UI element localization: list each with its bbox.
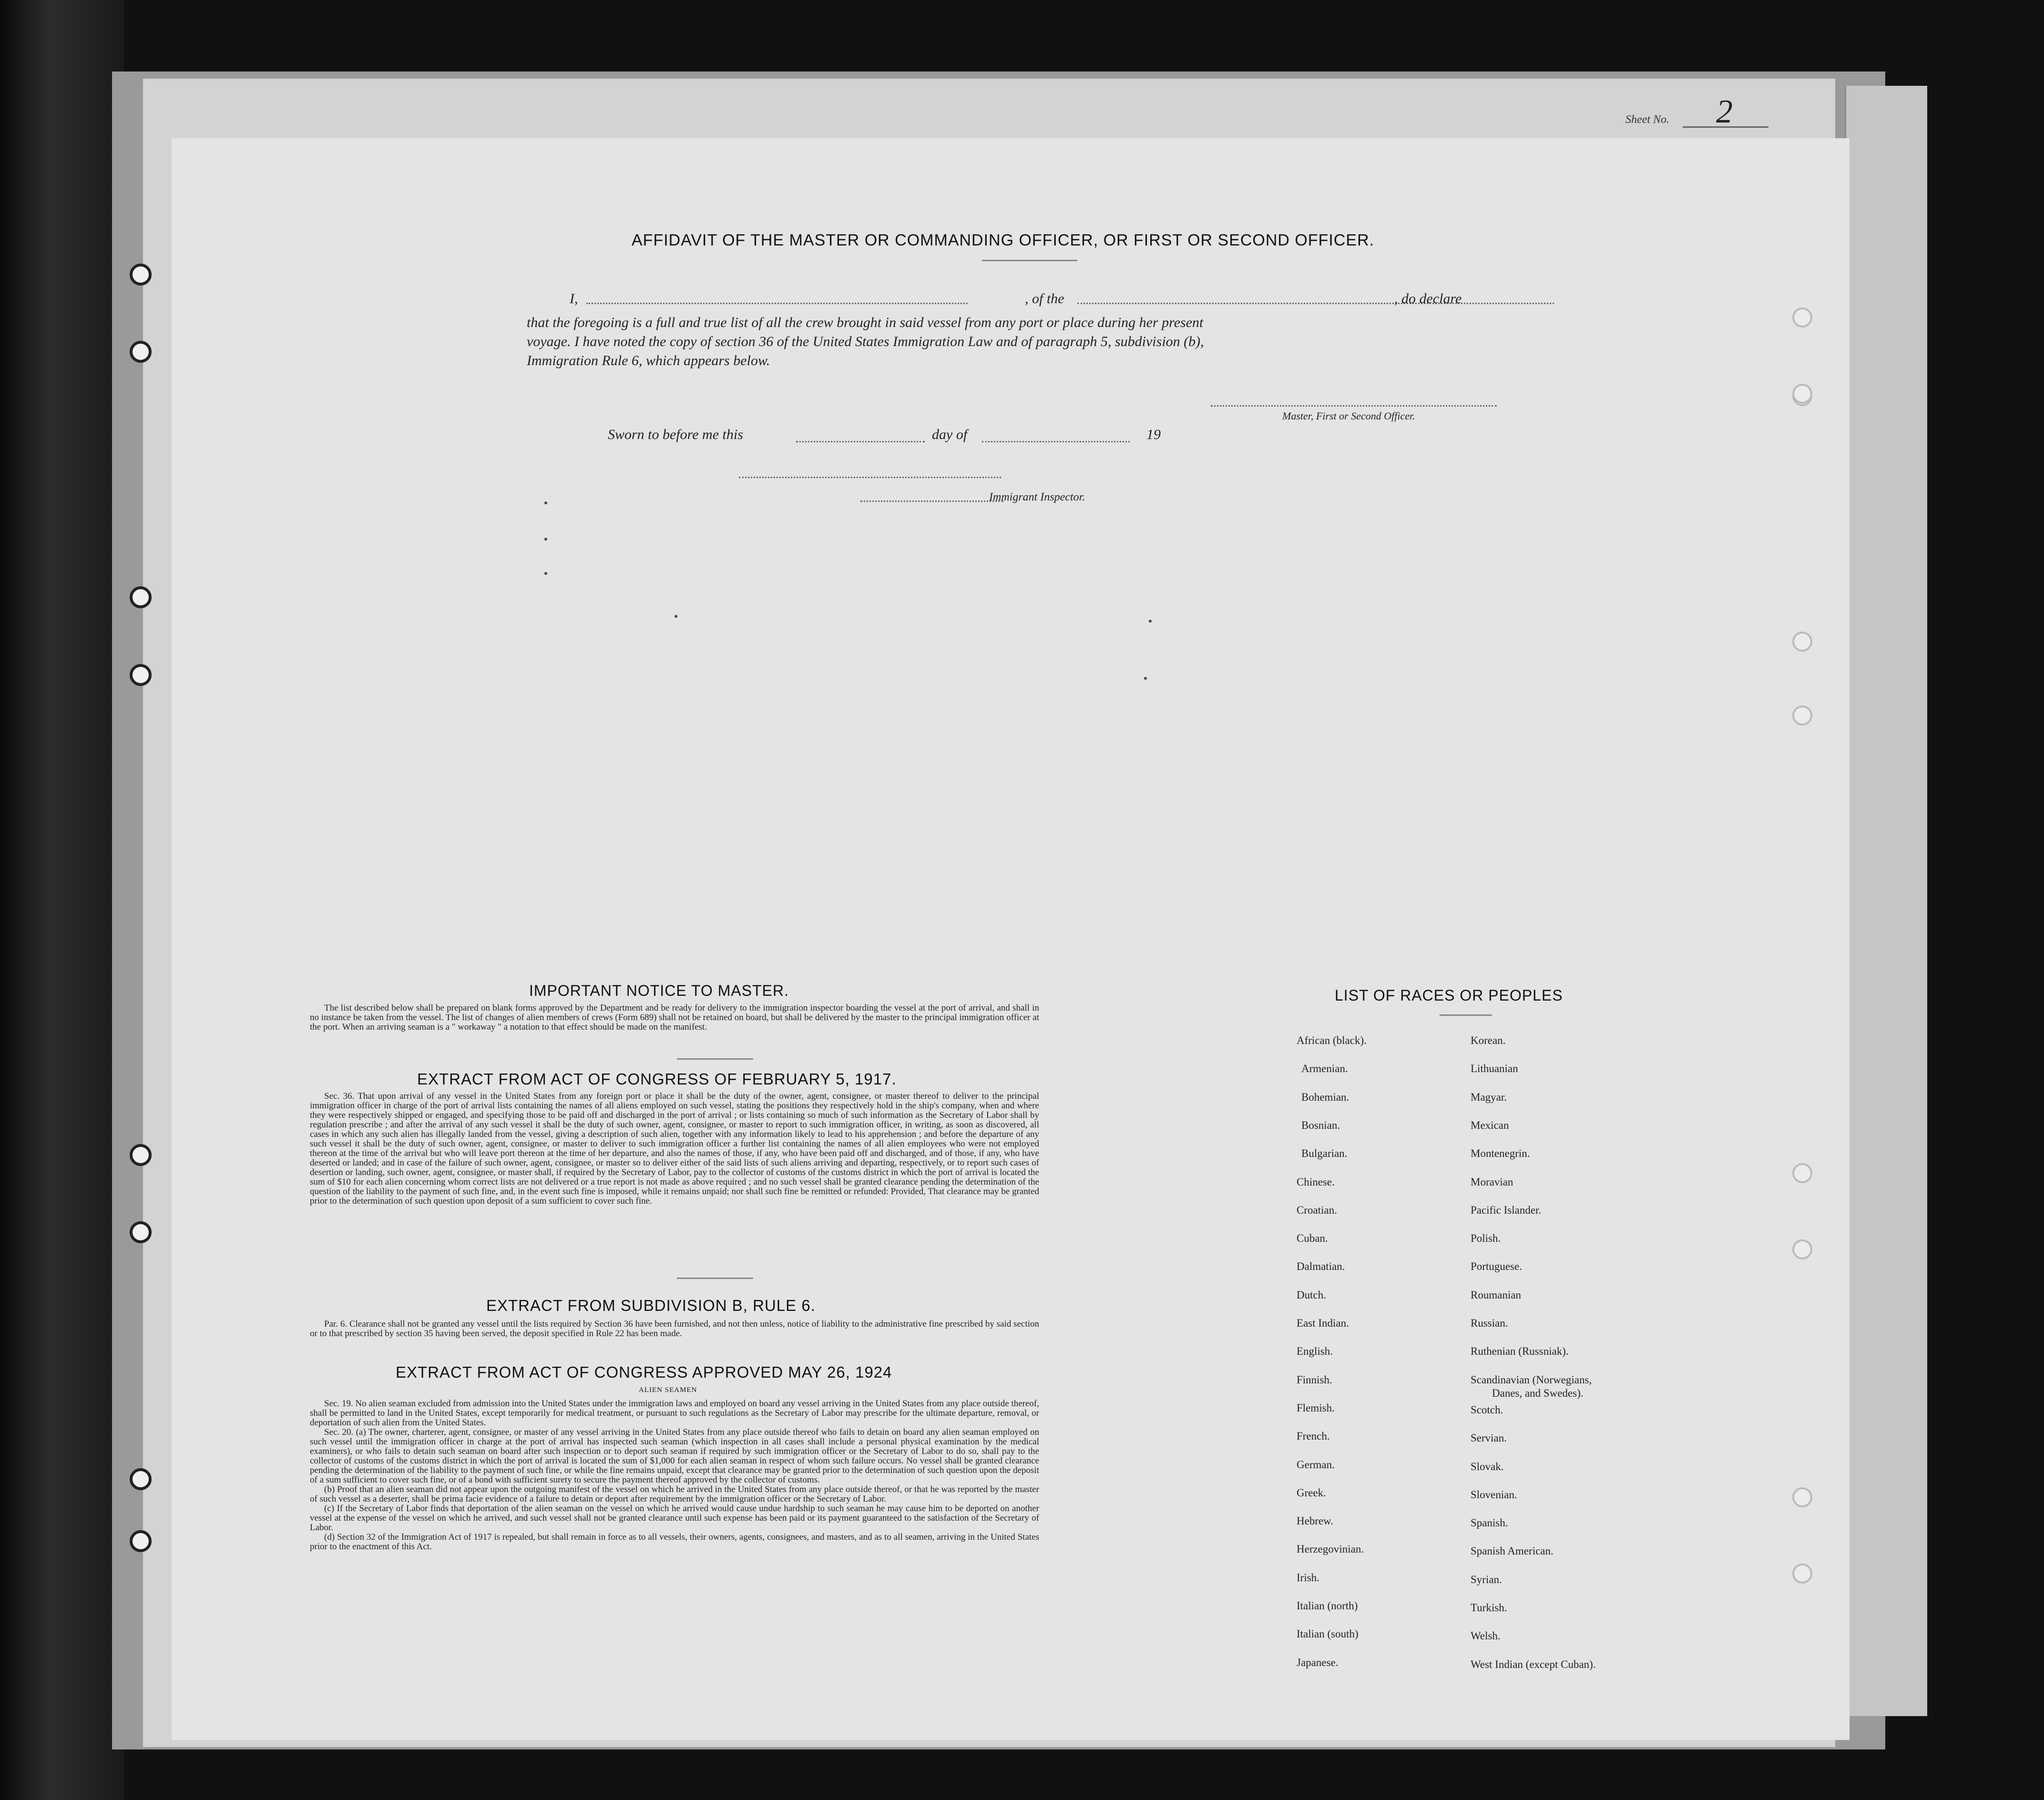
sheet-number-value: 2	[1716, 93, 1733, 130]
race-item: Bohemian.	[1301, 1091, 1349, 1103]
binder-hole	[130, 341, 152, 363]
race-item: Finnish.	[1297, 1373, 1332, 1386]
section-20-a: Sec. 20. (a) The owner, charterer, agent, consignee, or master of any vessel arriving in the United States from any place outside thereof who fails to detain on board any alien seaman employed on such vessel until the immigration officer in charge at the port of arrival has inspected such seaman (which inspection in all cases shall include a personal physical examination by the medical examiners), or who fails to detain such seaman on board after such inspection or to deport such seaman if required by such immigration officer or the Secretary of Labor to do so, shall pay to the collector of customs of the customs district in which the port of arrival is located the sum of $1,000 for each alien seaman in respect of whom such failure occurs. No vessel shall be granted clearance pending the determination of the liability to the payment of such fine, or while the fine remains unpaid, except that clearance may be granted prior to the determination of such question upon the deposit of a sum sufficient to cover such fine, or of a bond with sufficient surety to secure the payment thereof approved by the collector of customs.	[310, 1427, 1039, 1485]
race-item: Irish.	[1297, 1571, 1319, 1584]
race-item: Italian (south)	[1297, 1628, 1359, 1640]
race-item: Hebrew.	[1297, 1515, 1334, 1527]
race-item: German.	[1297, 1458, 1335, 1471]
race-item: Syrian.	[1471, 1573, 1502, 1585]
race-item: Chinese.	[1297, 1176, 1335, 1188]
race-item: Japanese.	[1297, 1656, 1339, 1668]
race-item: Bulgarian.	[1301, 1147, 1348, 1160]
affidavit-title: AFFIDAVIT OF THE MASTER OR COMMANDING OFFICER, OR FIRST OR SECOND OFFICER.	[632, 231, 1375, 249]
speck	[675, 615, 677, 618]
binder-hole	[130, 1530, 152, 1552]
punch-hole	[1792, 307, 1812, 327]
race-item: Mexican	[1471, 1119, 1509, 1131]
race-item: Portuguese.	[1471, 1260, 1522, 1273]
speck	[544, 572, 547, 575]
race-item: Armenian.	[1301, 1063, 1348, 1075]
affidavit-page	[172, 138, 1850, 1740]
notice-rule	[677, 1058, 753, 1060]
master-signature-line[interactable]	[1211, 405, 1497, 407]
declaration-line-2: voyage. I have noted the copy of section 36 of the United States Immigration Law and of paragraph 5, subdivision (b),	[527, 334, 1204, 349]
inspector-signature-upper-line	[739, 477, 1001, 478]
race-item: East Indian.	[1297, 1317, 1349, 1329]
punch-hole	[1792, 384, 1812, 404]
race-item: African (black).	[1297, 1034, 1367, 1046]
notice-title: IMPORTANT NOTICE TO MASTER.	[529, 982, 789, 999]
section-20-b: (b) Proof that an alien seaman did not appear upon the outgoing manifest of the vessel on which he arrived in the United States from any place outside thereof, or that he was reported by the master of such vessel as a deserter, shall be prima facie evidence of a failure to detain or deport after requirement by the immigration officer or the Secretary of Labor.	[310, 1484, 1039, 1504]
sworn-month-line[interactable]	[982, 441, 1130, 442]
notice-text: The list described below shall be prepared on blank forms approved by the Department and be ready for delivery to the immigration inspector boarding the vessel at the port of arrival, and shall in no instance be taken from the vessel. The list of changes of alien members of crews (Form 689) shall not be retained on board, but shall be delivered by the master to the principal immigration officer at the port. When an arriving seaman is a " workaway " a notation to that effect should be made on the manifest.	[310, 1003, 1039, 1032]
punch-hole	[1792, 632, 1812, 652]
binder-edge	[0, 0, 124, 1800]
declaration-line-1: that the foregoing is a full and true list of all the crew brought in said vessel from any port or place during her present	[527, 315, 1204, 330]
race-item: Flemish.	[1297, 1401, 1335, 1414]
race-item: Roumanian	[1471, 1289, 1522, 1301]
sheet-number-line	[1683, 126, 1768, 128]
race-item: Croatian.	[1297, 1204, 1337, 1216]
extract-rule6-title: EXTRACT FROM SUBDIVISION B, RULE 6.	[486, 1297, 816, 1314]
races-title: LIST OF RACES OR PEOPLES	[1335, 987, 1563, 1004]
race-item: Moravian	[1471, 1176, 1513, 1188]
punch-hole	[1792, 706, 1812, 726]
race-item: Dalmatian.	[1297, 1260, 1345, 1273]
speck	[1149, 620, 1152, 623]
race-item: Greek.	[1297, 1486, 1326, 1499]
race-item: Spanish American.	[1471, 1545, 1553, 1557]
inspector-signature-line[interactable]	[860, 501, 1003, 502]
extract-1917-rule	[677, 1278, 753, 1279]
race-item: Russian.	[1471, 1317, 1508, 1329]
binder-hole	[130, 1468, 152, 1490]
race-item: Scandinavian (Norwegians,	[1471, 1373, 1592, 1386]
declaration-line-3: Immigration Rule 6, which appears below.	[527, 353, 770, 368]
race-item: Dutch.	[1297, 1289, 1326, 1301]
race-item: Slovak.	[1471, 1460, 1504, 1473]
binder-hole	[130, 586, 152, 608]
race-item: Bosnian.	[1301, 1119, 1340, 1131]
race-item: French.	[1297, 1430, 1330, 1442]
section-20-d: (d) Section 32 of the Immigration Act of 1917 is repealed, but shall remain in force as to all vessels, their owners, agents, consignees, and masters, and as to all seamen, arriving in the United States prior to the enactment of this Act.	[310, 1532, 1039, 1552]
race-item: Servian.	[1471, 1432, 1507, 1444]
master-signature-label: Master, First or Second Officer.	[1282, 410, 1415, 422]
extract-1924-subtitle: ALIEN SEAMEN	[639, 1386, 697, 1394]
race-item: Lithuanian	[1471, 1063, 1518, 1075]
race-item: Scotch.	[1471, 1403, 1503, 1416]
side-sheet-edge	[1845, 86, 1927, 1716]
races-list	[1297, 1034, 1726, 1702]
extract-1924-text	[310, 1399, 1039, 1552]
race-item: Spanish.	[1471, 1517, 1508, 1529]
race-item: Herzegovinian.	[1297, 1543, 1364, 1555]
punch-hole	[1792, 1564, 1812, 1584]
race-item: Ruthenian (Russniak).	[1471, 1345, 1569, 1358]
speck	[544, 501, 547, 504]
sheet-number-label: Sheet No.	[1625, 113, 1669, 126]
extract-1917-text: Sec. 36. That upon arrival of any vessel in the United States from any foreign port or place it shall be the duty of the owner, agent, consignee, or master thereof to deliver to the principal immigration officer in charge of the port of arrival lists containing the names of all aliens employed on such vessel, stating the positions they respectively hold in the ship's company, when and where they were respectively shipped or engaged, and specifying those to be paid off and discharged in the port of arrival ; or lists containing so much of such information as the Secretary of Labor shall by regulation prescribe ; and after the arrival of any such vessel it shall be the duty of such owner, agent, consignee, or master to report to such immigration officer, in writing, as soon as discovered, all cases in which any such alien has illegally landed from the vessel, giving a description of such alien, together with any information likely to lead to his apprehension ; and before the departure of any such vessel it shall be the duty of such owner, agent, consignee, or master to deliver to such immigration officer a further list containing the names of all alien employees who were not employed thereon at the time of the arrival but who will leave port thereon at the time of her departure, and also the names of those, if any, who have been paid off and discharged, and of those, if any, who have deserted or landed; and in case of the failure of such owner, agent, consignee, or master so to deliver either of the said lists of such aliens arriving and departing, respectively, or to report such cases of desertion or landing, such owner, agent, consignee, or master shall, if required by the Secretary of Labor, pay to the collector of customs of the customs district in which the port of arrival is located the sum of $10 for each alien concerning whom correct lists are not delivered or a true report is not made as above required ; and no such vessel shall be granted clearance pending the determination of the question of the liability to the payment of such fine, and, in the event such fine is imposed, while it remains unpaid; nor shall such fine be remitted or refunded: Provided, That clearance may be granted prior to the determination of such question upon deposit of a sum sufficient to cover such fine.	[310, 1091, 1039, 1206]
day-of-label: day of	[932, 427, 968, 442]
year-label: 19	[1146, 427, 1161, 442]
race-item: Turkish.	[1471, 1602, 1507, 1614]
declare-label: , do declare	[1394, 291, 1462, 307]
race-item: Magyar.	[1471, 1091, 1507, 1103]
binder-hole	[130, 664, 152, 686]
punch-hole	[1792, 1239, 1812, 1259]
race-item: West Indian (except Cuban).	[1471, 1658, 1596, 1670]
inspector-label: Immigrant Inspector.	[989, 491, 1085, 503]
affiant-label: I,	[570, 291, 578, 307]
race-item: English.	[1297, 1345, 1333, 1358]
extract-1924-title: EXTRACT FROM ACT OF CONGRESS APPROVED MAY 26, 1924	[396, 1363, 892, 1381]
vessel-name-line[interactable]	[1077, 303, 1554, 304]
affiant-name-line[interactable]	[586, 303, 968, 304]
race-item: Italian (north)	[1297, 1600, 1358, 1612]
sworn-label: Sworn to before me this	[608, 427, 743, 442]
speck	[1144, 677, 1147, 680]
races-rule	[1440, 1014, 1492, 1016]
race-item: Welsh.	[1471, 1630, 1501, 1642]
race-item: Cuban.	[1297, 1232, 1328, 1245]
section-20-c: (c) If the Secretary of Labor finds that deportation of the alien seaman on the vessel on which he arrived would cause undue hardship to such seaman he may cause him to be deported on another vessel at the expense of the vessel on which he arrived, and such vessel shall not be granted clearance until such expense has been paid or its payment guaranteed to the satisfaction of the Secretary of Labor.	[310, 1503, 1039, 1533]
binder-hole	[130, 1144, 152, 1166]
binder-hole	[130, 1221, 152, 1243]
binder-hole	[130, 264, 152, 286]
race-item: Montenegrin.	[1471, 1147, 1530, 1160]
sworn-day-line[interactable]	[796, 441, 925, 442]
race-item: Pacific Islander.	[1471, 1204, 1542, 1216]
vessel-label: , of the	[1025, 291, 1064, 307]
section-19: Sec. 19. No alien seaman excluded from admission into the United States under the immigration laws and employed on board any vessel arriving in the United States from any place outside thereof, shall be permitted to land in the United States, except temporarily for medical treatment, or pursuant to such regulations as the Secretary of Labor may prescribe for the ultimate departure, removal, or deportation of such alien from the United States.	[310, 1399, 1039, 1428]
race-item: Slovenian.	[1471, 1488, 1517, 1501]
punch-hole	[1792, 1487, 1812, 1507]
speck	[544, 538, 547, 541]
extract-rule6-text: Par. 6. Clearance shall not be granted any vessel until the lists required by Section 36 have been furnished, and not then unless, notice of liability to the administrative fine prescribed by said section or to that prescribed by section 35 having been served, the deposit specified in Rule 22 has been made.	[310, 1319, 1039, 1339]
punch-hole	[1792, 1163, 1812, 1183]
race-item-continuation: Danes, and Swedes).	[1492, 1387, 1584, 1399]
title-rule	[982, 260, 1077, 261]
extract-1917-title: EXTRACT FROM ACT OF CONGRESS OF FEBRUARY 5, 1917.	[417, 1070, 897, 1088]
race-item: Polish.	[1471, 1232, 1501, 1245]
race-item: Korean.	[1471, 1034, 1506, 1046]
